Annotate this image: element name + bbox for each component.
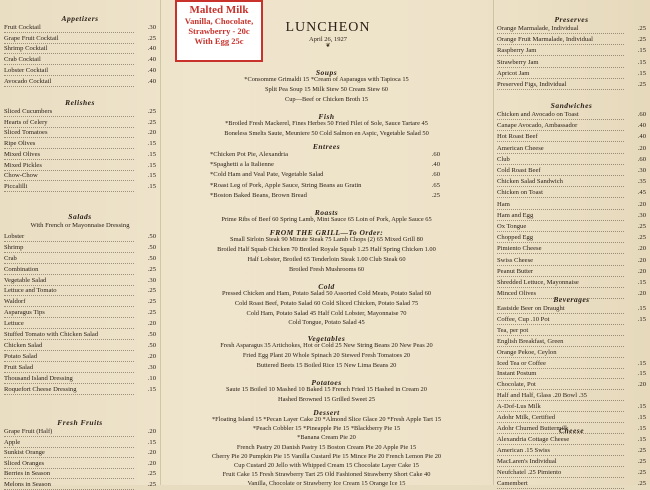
menu-item-name: Shrimp bbox=[4, 243, 134, 253]
entree-name: *Spaghetti a la Italienne bbox=[210, 161, 274, 169]
menu-item-name: Swiss Cheese bbox=[497, 256, 624, 266]
menu-item-price: .60 bbox=[637, 155, 646, 163]
menu-item-price: .25 bbox=[637, 468, 646, 476]
menu-item-price: .30 bbox=[147, 276, 156, 284]
menu-item-name: Chicken Salad Sandwich bbox=[497, 177, 624, 187]
menu-item-name: Sliced Tomatoes bbox=[4, 128, 134, 138]
cheese-heading: Cheese bbox=[558, 426, 585, 435]
entree-name: *Cold Ham and Veal Pate, Vegetable Salad bbox=[210, 171, 324, 179]
menu-item-name: Chocolate, Pot bbox=[497, 380, 624, 390]
menu-item-name: Orange Pekoe, Ceylon bbox=[497, 348, 624, 358]
menu-item-name: Camembert bbox=[497, 479, 624, 489]
menu-item-price: .25 bbox=[637, 36, 646, 44]
menu-item-name: Chopped Egg bbox=[497, 233, 624, 243]
menu-item-name: Grape Fruit (Half) bbox=[4, 427, 134, 437]
menu-item-name: Sliced Oranges bbox=[4, 459, 134, 469]
malted-milk-line2: Strawberry - 20c bbox=[188, 26, 250, 36]
entree-price: .40 bbox=[431, 161, 440, 169]
menu-item-price: .15 bbox=[147, 172, 156, 180]
cold-line: Cold Ham, Potato Salad 45 Half Cold Lobster, Mayonnaise 70 bbox=[246, 309, 407, 317]
menu-item-price: .25 bbox=[637, 223, 646, 230]
menu-item-price: .10 bbox=[147, 374, 156, 382]
menu-item-price: .20 bbox=[147, 449, 156, 457]
menu-item-name: Shredded Lettuce, Mayonnaise bbox=[497, 278, 624, 288]
menu-item-name: Mixed Olives bbox=[4, 150, 134, 160]
menu-item-price: .20 bbox=[637, 256, 646, 264]
menu-item-name: Piccalilli bbox=[4, 182, 134, 192]
menu-item-name: Grape Fruit Cocktail bbox=[4, 34, 134, 44]
menu-item-price: .25 bbox=[147, 287, 156, 295]
menu-item-name: Orange Marmalade, Individual bbox=[497, 24, 624, 34]
menu-item-price: .15 bbox=[637, 436, 646, 443]
menu-item-price: .15 bbox=[147, 150, 156, 158]
menu-item-price: .20 bbox=[637, 290, 646, 298]
menu-item-price: .15 bbox=[637, 414, 646, 421]
menu-item-price: .15 bbox=[637, 279, 646, 286]
roasts-heading: Roasts bbox=[314, 208, 339, 217]
menu-item-price: .40 bbox=[147, 45, 156, 53]
menu-item-name: Mixed Pickles bbox=[4, 161, 134, 171]
vegetables-heading: Vegetables bbox=[307, 334, 346, 343]
menu-item-price: .20 bbox=[637, 267, 646, 275]
menu-item-price: .60 bbox=[637, 111, 646, 118]
menu-item-name: Waldorf bbox=[4, 297, 134, 307]
menu-item-price: .15 bbox=[147, 182, 156, 190]
menu-item-name: Neufchatel .25 Pimiento bbox=[497, 468, 624, 478]
menu-item-price: .20 bbox=[147, 352, 156, 360]
menu-item-price: .20 bbox=[637, 245, 646, 253]
potatoes-line: Saute 15 Boiled 10 Mashed 10 Baked 15 French Fried 15 Hashed in Cream 20 bbox=[226, 386, 427, 393]
menu-item-price: .25 bbox=[147, 118, 156, 126]
menu-item-name: Berries in Season bbox=[4, 469, 134, 479]
entree-price: .60 bbox=[431, 151, 440, 158]
ornament-icon: ❦ bbox=[325, 43, 331, 49]
menu-item-name: American Cheese bbox=[497, 144, 624, 154]
appetizers-heading: Appetizers bbox=[61, 14, 99, 23]
salads-subtitle: With French or Mayonnaise Dressing bbox=[30, 222, 130, 229]
menu-item-price: .30 bbox=[637, 167, 646, 174]
soups-line: Cup—Beef or Chicken Broth 15 bbox=[284, 95, 369, 103]
menu-item-name: Half and Half, Glass .20 Bowl .35 bbox=[497, 391, 624, 401]
menu-item-price: .25 bbox=[637, 446, 646, 454]
menu-item-name: Lettuce bbox=[4, 319, 134, 329]
menu-item-price: .30 bbox=[147, 24, 156, 31]
roasts-line: Prime Ribs of Beef 60 Spring Lamb, Mint Sauce 65 Loin of Pork, Apple Sauce 65 bbox=[221, 216, 432, 223]
menu-item-name: Iced Tea or Coffee bbox=[497, 359, 624, 369]
menu-item-price: .25 bbox=[637, 234, 646, 242]
fresh_fruits-heading: Fresh Fruits bbox=[57, 418, 103, 427]
vegetables-line: Buttered Beets 15 Boiled Rice 15 New Lima Beans 20 bbox=[256, 362, 397, 370]
menu-item-price: .15 bbox=[637, 47, 646, 55]
menu-item-price: .25 bbox=[147, 108, 156, 115]
menu-item-name: Chicken on Toast bbox=[497, 188, 624, 198]
menu-item-name: Hot Roast Beef bbox=[497, 132, 624, 142]
soups-line: *Consomme Grimaldi 15 *Cream of Asparagus with Tapioca 15 bbox=[244, 76, 409, 83]
grill-heading: FROM THE GRILL—To Order: bbox=[269, 228, 384, 237]
menu-item-name: Combination bbox=[4, 265, 134, 275]
grill-line: Broiled Fresh Mushrooms 60 bbox=[288, 266, 365, 273]
menu-item-price: .15 bbox=[637, 315, 646, 323]
menu-item-name: Sunkist Orange bbox=[4, 448, 134, 458]
menu-item-price: .25 bbox=[637, 81, 646, 88]
menu-item-price: .40 bbox=[637, 122, 646, 130]
malted-milk-badge bbox=[175, 0, 263, 62]
menu-item-price: .25 bbox=[147, 34, 156, 42]
menu-date: April 26, 1927 bbox=[308, 36, 348, 43]
salads-heading: Salads bbox=[68, 212, 92, 221]
menu-item-price: .20 bbox=[637, 200, 646, 208]
menu-item-name: Crab Cocktail bbox=[4, 55, 134, 65]
malted-milk-line1: Vanilla, Chocolate, bbox=[184, 16, 254, 26]
menu-item-price: .40 bbox=[147, 56, 156, 64]
menu-item-price: .30 bbox=[147, 363, 156, 371]
entree-name: *Boston Baked Beans, Brown Bread bbox=[210, 191, 307, 199]
cold-line: Cold Tongue, Potato Salad 45 bbox=[288, 319, 365, 327]
menu-item-price: .50 bbox=[147, 331, 156, 338]
fold-line-right bbox=[493, 0, 494, 485]
cold-heading: Cold bbox=[318, 282, 335, 291]
malted-milk-title: Malted Milk bbox=[189, 4, 249, 16]
page-title: LUNCHEON bbox=[285, 20, 371, 35]
menu-item-price: .45 bbox=[637, 189, 646, 197]
menu-item-name: MacLaren's Individual bbox=[497, 457, 624, 467]
menu-item-price: .15 bbox=[147, 140, 156, 148]
fish-line: *Broiled Fresh Mackerel, Fines Herbes 50 Fried Filet of Sole, Sauce Tartare 45 bbox=[225, 120, 428, 127]
soups-line: Split Pea Soup 15 Milk Stew 50 Cream Stew 60 bbox=[264, 85, 389, 93]
menu-item-price: .50 bbox=[147, 243, 156, 251]
menu-item-price: .15 bbox=[637, 359, 646, 367]
menu-item-name: Thousand Island Dressing bbox=[4, 374, 134, 384]
menu-item-name: Peanut Butter bbox=[497, 267, 624, 277]
menu-item-price: .20 bbox=[147, 129, 156, 137]
menu-item-name: Ham and Egg bbox=[497, 211, 624, 221]
menu-item-name: Roquefort Cheese Dressing bbox=[4, 385, 134, 395]
menu-item-price: .15 bbox=[637, 305, 646, 312]
menu-item-name: Ham bbox=[497, 200, 624, 210]
menu-item-name: Chicken Salad bbox=[4, 341, 134, 351]
menu-item-name: Coffee, Cup .10 Pot bbox=[497, 315, 624, 325]
menu-item-name: American .15 Swiss bbox=[497, 446, 624, 456]
menu-item-name: Asparagus Tips bbox=[4, 308, 134, 318]
menu-item-name: Shrimp Cocktail bbox=[4, 44, 134, 54]
menu-item-price: .25 bbox=[637, 457, 646, 465]
menu-item-price: .20 bbox=[147, 459, 156, 467]
menu-item-price: .20 bbox=[147, 428, 156, 435]
menu-item-name: Fruit Cocktail bbox=[4, 23, 134, 33]
menu-item-name: Orange Fruit Marmalade, Individual bbox=[497, 35, 624, 45]
menu-item-name: Apple bbox=[4, 438, 134, 448]
potatoes-heading: Potatoes bbox=[311, 378, 342, 387]
menu-item-name: Eastside Beer on Draught bbox=[497, 304, 624, 314]
menu-item-price: .15 bbox=[637, 370, 646, 378]
vegetables-line: Fried Egg Plant 20 Whole Spinach 20 Stewed Fresh Tomatoes 20 bbox=[242, 352, 411, 360]
menu-item-name: Fruit Salad bbox=[4, 363, 134, 373]
menu-item-price: .20 bbox=[637, 144, 646, 152]
menu-item-name: Chow-Chow bbox=[4, 171, 134, 181]
dessert-line: French Pastry 20 Danish Pastry 15 Boston Cream Pie 20 Apple Pie 15 bbox=[236, 443, 417, 451]
menu-item-price: .25 bbox=[147, 298, 156, 306]
menu-item-price: .15 bbox=[637, 69, 646, 77]
preserves-heading: Preserves bbox=[554, 15, 589, 24]
entree-name: *Roast Leg of Pork, Apple Sauce, String Beans au Gratin bbox=[210, 181, 362, 189]
menu-item-name: Minced Olives bbox=[497, 289, 624, 299]
menu-item-price: .50 bbox=[147, 341, 156, 349]
menu-item-name: Pimiento Cheese bbox=[497, 244, 624, 254]
menu-item-price: .25 bbox=[147, 265, 156, 273]
vegetables-line: Fresh Asparagus 35 Artichokes, Hot or Cold 25 New String Beans 20 New Peas 20 bbox=[220, 342, 433, 349]
dessert-line: *Banana Cream Pie 20 bbox=[297, 434, 356, 442]
menu-item-name: Melons in Season bbox=[4, 480, 134, 490]
dessert-line: Cup Custard 20 Jello with Whipped Cream 15 Chocolate Layer Cake 15 bbox=[234, 462, 419, 469]
menu-item-name: Lobster Cocktail bbox=[4, 66, 134, 76]
dessert-line: Vanilla, Chocolate or Strawberry Ice Cream 15 Orange Ice 15 bbox=[247, 480, 406, 488]
menu-item-name: Instant Postum bbox=[497, 369, 624, 379]
entree-price: .65 bbox=[431, 181, 440, 189]
menu-item-name: Vegetable Salad bbox=[4, 276, 134, 286]
menu-item-name: Avocado Cocktail bbox=[4, 77, 134, 87]
menu-item-price: .15 bbox=[637, 58, 646, 66]
dessert-line: Cherry Pie 20 Pumpkin Pie 15 Vanilla Custard Pie 15 Mince Pie 20 French Lemon Pie 20 bbox=[211, 452, 442, 460]
menu-item-price: .35 bbox=[637, 178, 646, 186]
menu-item-price: .25 bbox=[147, 481, 156, 488]
menu-item-price: .15 bbox=[637, 403, 646, 411]
menu-item-price: .25 bbox=[637, 25, 646, 32]
dessert-line: *Floating Island 15 *Pecan Layer Cake 20 *Almond Slice Glace 20 *Fresh Apple Tart 15 bbox=[211, 416, 442, 423]
entree-price: .60 bbox=[431, 171, 440, 179]
dessert-line: *Peach Cobbler 15 *Pineapple Pie 15 *Blackberry Pie 15 bbox=[252, 425, 401, 433]
menu-item-price: .20 bbox=[637, 381, 646, 389]
menu-item-price: .50 bbox=[147, 232, 156, 240]
sandwiches-heading: Sandwiches bbox=[550, 101, 593, 110]
menu-item-price: .20 bbox=[147, 320, 156, 328]
menu-item-name: Stuffed Tomato with Chicken Salad bbox=[4, 330, 134, 340]
menu-item-name: Tea, per pot bbox=[497, 326, 624, 336]
cold-line: Pressed Chicken and Ham, Potato Salad 50 Assorted Cold Meats, Potato Salad 60 bbox=[221, 290, 432, 297]
menu-item-name: Apricot Jam bbox=[497, 69, 624, 79]
menu-item-name: Chicken and Avocado on Toast bbox=[497, 110, 624, 120]
fish-line: Boneless Smelts Saute, Meuniere 50 Cold Salmon en Aspic, Vegetable Salad 50 bbox=[224, 129, 429, 137]
menu-item-name: Raspberry Jam bbox=[497, 46, 624, 56]
menu-item-price: .40 bbox=[637, 133, 646, 141]
menu-item-name: Lettuce and Tomato bbox=[4, 286, 134, 296]
fish-heading: Fish bbox=[318, 112, 335, 121]
menu-item-name: Alexandria Cottage Cheese bbox=[497, 435, 624, 445]
grill-line: Broiled Half Squab Chicken 70 Broiled Royale Squab 1.25 Half Spring Chicken 1.00 bbox=[217, 246, 436, 253]
menu-item-price: .25 bbox=[637, 479, 646, 487]
menu-item-price: .25 bbox=[147, 309, 156, 317]
malted-milk-line3: With Egg 25c bbox=[194, 36, 244, 46]
menu-item-price: .50 bbox=[147, 254, 156, 262]
menu-item-name: Lobster bbox=[4, 232, 134, 242]
menu-item-name: Hearts of Celery bbox=[4, 118, 134, 128]
menu-item-name: Strawberry Jam bbox=[497, 58, 624, 68]
menu-item-name: Canape Avocado, Ambassador bbox=[497, 121, 624, 131]
grill-line: Small Sirloin Steak 90 Minute Steak 75 Lamb Chops (2) 65 Mixed Grill 80 bbox=[230, 236, 423, 243]
menu-item-name: English Breakfast, Green bbox=[497, 337, 624, 347]
menu-item-name: Club bbox=[497, 155, 624, 165]
menu-item-name: Adohr Milk, Certified bbox=[497, 413, 624, 423]
menu-item-name: Potato Salad bbox=[4, 352, 134, 362]
menu-item-name: Sliced Cucumbers bbox=[4, 107, 134, 117]
menu-item-price: .40 bbox=[147, 66, 156, 74]
soups-heading: Soups bbox=[315, 68, 338, 77]
menu-item-name: Crab bbox=[4, 254, 134, 264]
menu-item-name: A-Dof-Lus Milk bbox=[497, 402, 624, 412]
entree-name: *Chicken Pot Pie, Alexandria bbox=[210, 151, 289, 158]
menu-item-name: Preserved Figs, Individual bbox=[497, 80, 624, 90]
menu-item-price: .15 bbox=[147, 438, 156, 446]
menu-item-name: Ox Tongue bbox=[497, 222, 624, 232]
entree-price: .25 bbox=[431, 191, 440, 199]
menu-item-name: Cold Roast Beef bbox=[497, 166, 624, 176]
menu-item-price: .15 bbox=[147, 161, 156, 169]
grill-line: Half Lobster, Broiled 65 Tenderloin Steak 1.00 Club Steak 60 bbox=[247, 256, 406, 263]
dessert-line: Fruit Cake 15 Fresh Strawberry Tart 25 Old Fashioned Strawberry Short Cake 40 bbox=[222, 471, 431, 479]
cold-line: Cold Roast Beef, Potato Salad 60 Cold Sliced Chicken, Potato Salad 75 bbox=[234, 299, 419, 307]
menu-item-price: .15 bbox=[637, 424, 646, 432]
potatoes-line: Hashed Browned 15 Grilled Sweet 25 bbox=[277, 396, 376, 404]
entrees-heading: Entrees bbox=[312, 142, 341, 151]
menu-item-price: .40 bbox=[147, 77, 156, 85]
menu-item-price: .15 bbox=[147, 385, 156, 393]
menu-item-price: .30 bbox=[637, 211, 646, 219]
menu-item-price: .25 bbox=[147, 470, 156, 478]
menu-item-name: Ripe Olives bbox=[4, 139, 134, 149]
beverages-heading: Beverages bbox=[553, 295, 590, 304]
relishes-heading: Relishes bbox=[65, 98, 95, 107]
dessert-heading: Dessert bbox=[313, 408, 340, 417]
menu-item-name: Adohr Churned Buttermilk bbox=[497, 424, 624, 434]
